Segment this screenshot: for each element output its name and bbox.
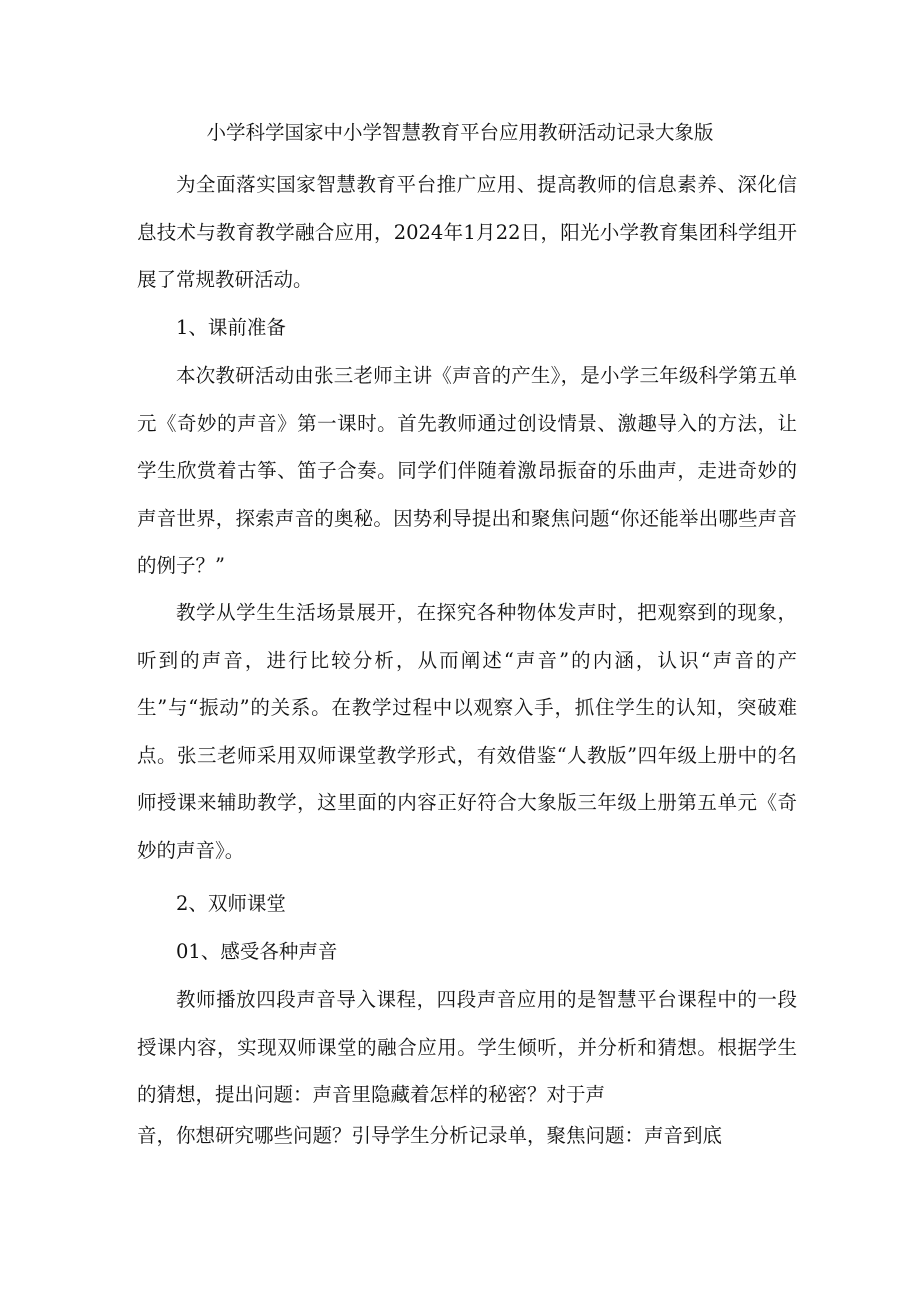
section1-paragraph-1: 本次教研活动由张三老师主讲《声音的产生》，是小学三年级科学第五单元《奇妙的声音》第一课时。首先教师通过创设情景、激趣导入的方法，让学生欣赏着古筝、笛子合奏。同学们伴随着激昂振奋的乐曲声，走进奇妙的声音世界，探索声音的奥秘。因势利导提出和聚焦问题“你还能举出哪些声音的例子？”	[137, 364, 797, 577]
subsection1-last-line: 音，你想研究哪些问题？引导学生分析记录单，聚焦问题：声音到底	[137, 1124, 723, 1147]
section1-paragraph-2: 教学从学生生活场景展开，在探究各种物体发声时，把观察到的现象，听到的声音，进行比较分析，从而阐述“声音”的内涵，认识“声音的产生”与“振动”的关系。在教学过程中以观察入手，抓住学生的认知，突破难点。张三老师采用双师课堂教学形式，有效借鉴“人教版”四年级上册中的名师授课来辅助教学，这里面的内容正好符合大象版三年级上册第五单元《奇妙的声音》。	[137, 601, 797, 862]
section2-heading: 2、双师课堂	[176, 892, 286, 915]
document-title: 小学科学国家中小学智慧教育平台应用教研活动记录大象版	[206, 121, 714, 144]
section1-heading: 1、课前准备	[176, 316, 286, 339]
subsection1-heading: 01、感受各种声音	[176, 940, 338, 963]
subsection1-paragraph: 教师播放四段声音导入课程，四段声音应用的是智慧平台课程中的一段授课内容，实现双师课堂的融合应用。学生倾听，并分析和猜想。根据学生的猜想，提出问题：声音里隐藏着怎样的秘密？对于声	[137, 988, 797, 1106]
intro-paragraph: 为全面落实国家智慧教育平台推广应用、提高教师的信息素养、深化信息技术与教育教学融合应用，2024年1月22日，阳光小学教育集团科学组开展了常规教研活动。	[137, 173, 797, 291]
